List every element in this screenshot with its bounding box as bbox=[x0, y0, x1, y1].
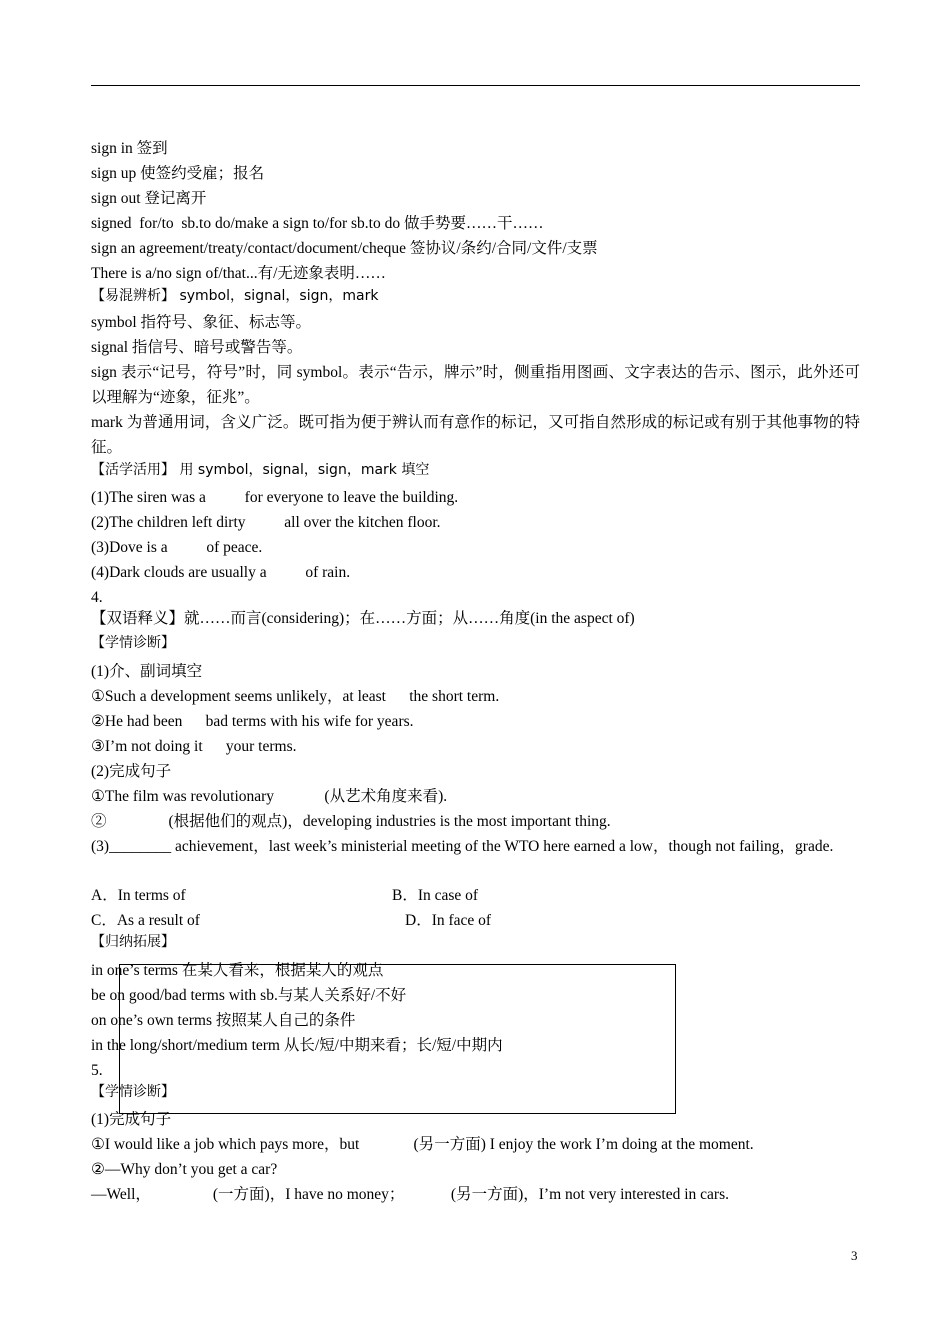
text-line: sign in 签到 bbox=[91, 140, 168, 157]
summary-frame bbox=[119, 964, 676, 1114]
text-line: sign out 登记离开 bbox=[91, 190, 207, 207]
choice-b: B．In case of bbox=[392, 887, 479, 904]
exercise-line: ②He had been bad terms with his wife for years. bbox=[91, 713, 414, 730]
section-heading: 【活学活用】 用 symbol，signal，sign，mark 填空 bbox=[91, 462, 430, 478]
text-line: (1)介、副词填空 bbox=[91, 663, 203, 680]
choice-d: D．In face of bbox=[405, 912, 492, 929]
header-rule bbox=[91, 85, 860, 86]
exercise-line: ①The film was revolutionary (从艺术角度来看). bbox=[91, 788, 448, 805]
exercise-line: (3)Dove is a of peace. bbox=[91, 539, 263, 556]
text-line: in one’s terms 在某人看来，根据某人的观点 bbox=[91, 962, 384, 979]
section-heading: 【学情诊断】 bbox=[91, 1084, 175, 1100]
text-line: There is a/no sign of/that...有/无迹象表明…… bbox=[91, 265, 386, 282]
paragraph: (3)________ achievement，last week’s ministerial meeting of the WTO here earned a low，though not failing，grade. bbox=[91, 838, 834, 855]
exercise-line: ①Such a development seems unlikely，at least the short term. bbox=[91, 688, 500, 705]
text-line: sign an agreement/treaty/contact/document/cheque 签协议/条约/合同/文件/支票 bbox=[91, 240, 598, 257]
page-number: 3 bbox=[851, 1248, 858, 1263]
item-number: 5. bbox=[91, 1062, 103, 1079]
text-line: ②—Why don’t you get a car? bbox=[91, 1161, 278, 1178]
choice-a: A．In terms of bbox=[91, 887, 186, 904]
section-heading: 【易混辨析】 symbol，signal，sign，mark bbox=[91, 288, 379, 304]
text-line: in the long/short/medium term 从长/短/中期来看；长/短/中期内 bbox=[91, 1037, 503, 1054]
item-number: 4. bbox=[91, 589, 103, 606]
section-heading: 【归纳拓展】 bbox=[91, 934, 175, 950]
text-line: on one’s own terms 按照某人自己的条件 bbox=[91, 1012, 356, 1029]
text-line: be on good/bad terms with sb.与某人关系好/不好 bbox=[91, 987, 407, 1004]
text-line: symbol 指符号、象征、标志等。 bbox=[91, 314, 312, 331]
text-line: sign up 使签约受雇；报名 bbox=[91, 165, 265, 182]
paragraph: sign 表示“记号，符号”时，同 symbol。表示“告示，牌示”时，侧重指用图画、文字表达的告示、图示，此外还可以理解为“迹象，征兆”。 bbox=[91, 364, 860, 406]
text-line: signed for/to sb.to do/make a sign to/for sb.to do 做手势要……干…… bbox=[91, 215, 544, 232]
exercise-line: ③I’m not doing it your terms. bbox=[91, 738, 297, 755]
text-line: signal 指信号、暗号或警告等。 bbox=[91, 339, 303, 356]
text-line: 【双语释义】就……而言(considering)；在……方面；从……角度(in the aspect of) bbox=[91, 610, 635, 627]
exercise-line: (1)The siren was a for everyone to leave the building. bbox=[91, 489, 459, 506]
text-line: (2)完成句子 bbox=[91, 763, 172, 780]
exercise-line: —Well， (一方面)，I have no money； (另一方面)，I’m not very interested in cars. bbox=[91, 1186, 729, 1203]
exercise-line: (2)The children left dirty all over the kitchen floor. bbox=[91, 514, 441, 531]
text-line: (1)完成句子 bbox=[91, 1111, 172, 1128]
choice-c: C．As a result of bbox=[91, 912, 200, 929]
exercise-line: ①I would like a job which pays more，but (另一方面) I enjoy the work I’m doing at the moment. bbox=[91, 1136, 754, 1153]
exercise-line: (4)Dark clouds are usually a of rain. bbox=[91, 564, 351, 581]
paragraph: mark 为普通用词，含义广泛。既可指为便于辨认而有意作的标记，又可指自然形成的标记或有别于其他事物的特征。 bbox=[91, 414, 860, 456]
exercise-line: ② (根据他们的观点)，developing industries is the most important thing. bbox=[91, 813, 611, 830]
section-heading: 【学情诊断】 bbox=[91, 635, 175, 651]
